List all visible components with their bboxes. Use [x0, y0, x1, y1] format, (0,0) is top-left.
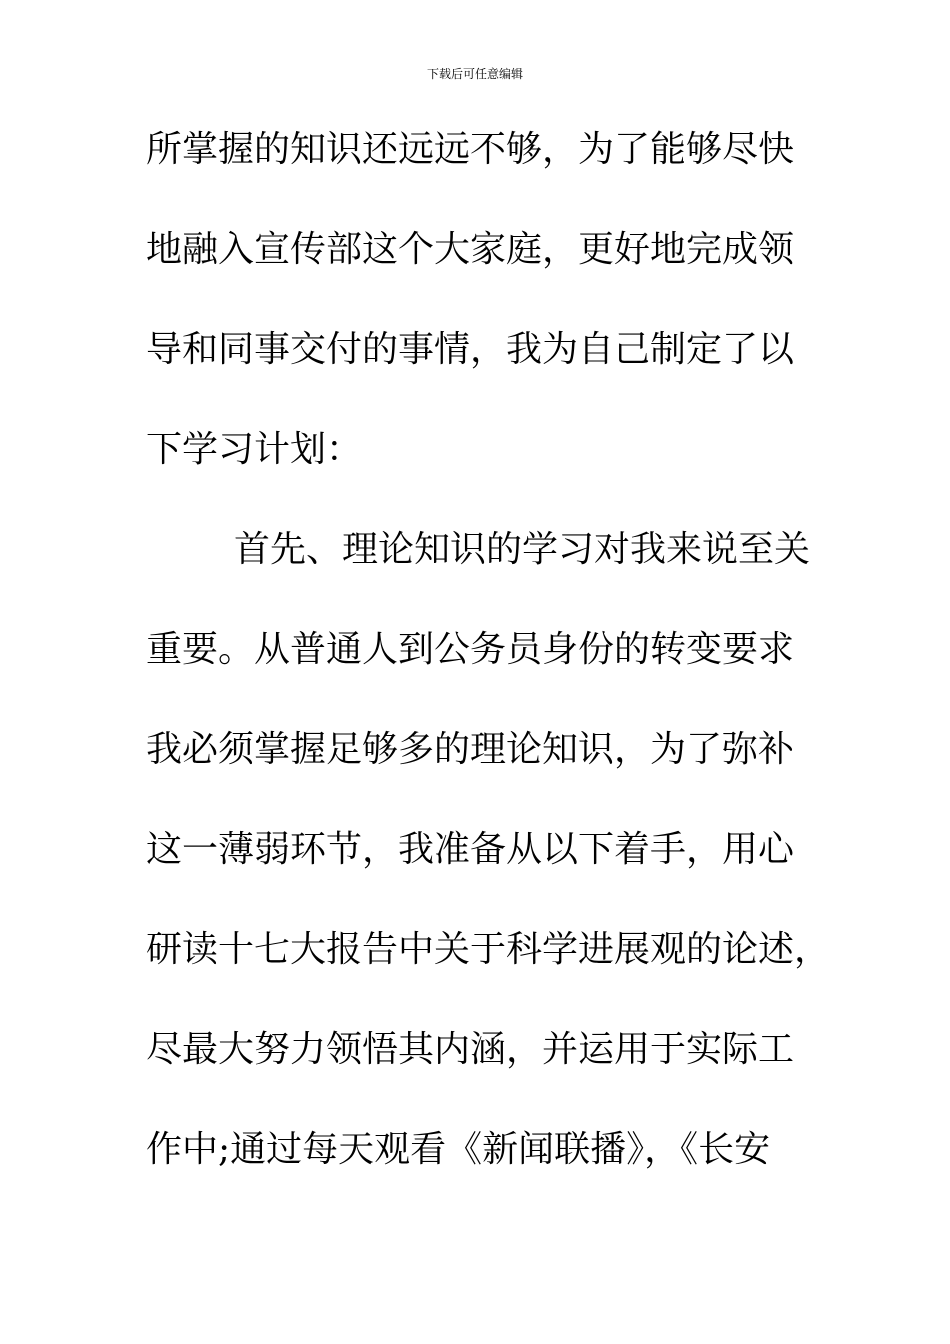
text-line: 这一薄弱环节，我准备从以下着手，用心 [146, 829, 795, 870]
text-line: 我必须掌握足够多的理论知识，为了弥补 [146, 729, 795, 770]
text-line: 下学习计划： [146, 429, 363, 470]
text-line: 作中;通过每天观看《新闻联播》，《长安 [146, 1129, 771, 1170]
text-line: 首先、理论知识的学习对我来说至关 [234, 529, 811, 570]
page-header: 下载后可任意编辑 [426, 67, 523, 81]
text-line: 尽最大努力领悟其内涵，并运用于实际工 [146, 1029, 795, 1070]
text-line: 所掌握的知识还远远不够，为了能够尽快 [146, 129, 795, 170]
text-line: 重要。从普通人到公务员身份的转变要求 [146, 629, 795, 670]
text-line: 导和同事交付的事情，我为自己制定了以 [146, 329, 795, 370]
text-line: 研读十七大报告中关于科学进展观的论述， [146, 929, 831, 970]
text-line: 地融入宣传部这个大家庭，更好地完成领 [146, 229, 795, 270]
